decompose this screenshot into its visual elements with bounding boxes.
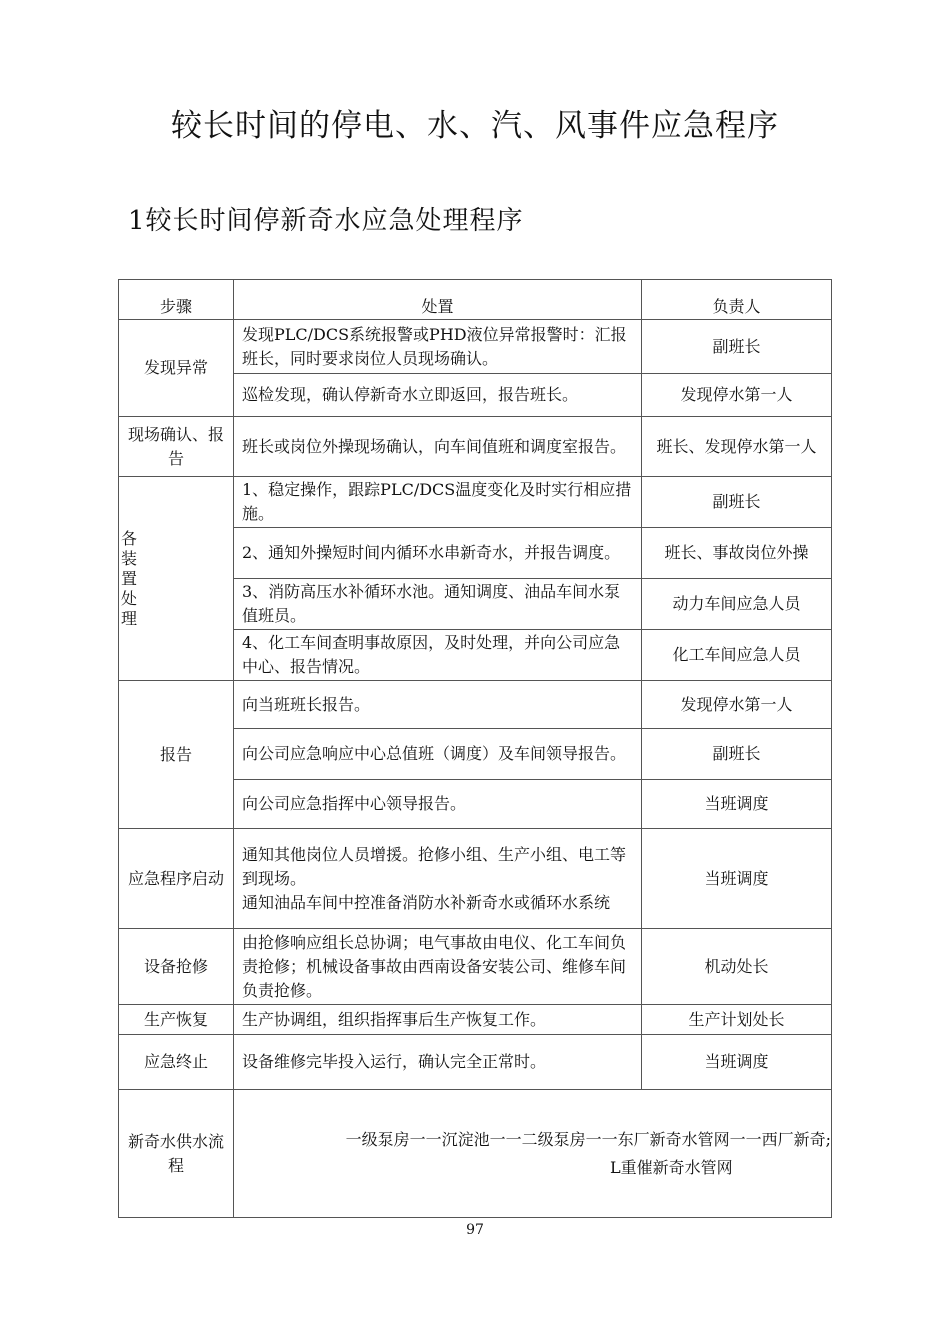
action-cell: 向当班班长报告。 xyxy=(234,681,642,729)
action-cell: 3、消防高压水补循环水池。通知调度、油品车间水泵值班员。 xyxy=(234,579,642,630)
table-row xyxy=(119,320,832,374)
section-heading: 1较长时间停新奇水应急处理程序 xyxy=(128,206,524,236)
owner-cell: 副班长 xyxy=(642,320,832,374)
flow-line: 一级泵房一一沉淀池一一二级泵房一一东厂新奇水管网一一西厂新奇; xyxy=(345,1129,831,1149)
table-row xyxy=(119,681,832,729)
action-line: 通知其他岗位人员增援。抢修小组、生产小组、电工等到现场。 xyxy=(242,844,627,888)
step-cell: 应急程序启动 xyxy=(119,829,234,929)
step-cell: 应急终止 xyxy=(119,1035,234,1090)
owner-cell: 动力车间应急人员 xyxy=(642,579,832,630)
step-cell-vertical xyxy=(119,477,234,681)
header-action: 处置 xyxy=(234,280,642,320)
action-cell: 生产协调组，组织指挥事后生产恢复工作。 xyxy=(234,1005,642,1035)
action-cell: 4、化工车间查明事故原因，及时处理，并向公司应急中心、报告情况。 xyxy=(234,630,642,681)
procedure-table xyxy=(118,279,832,1218)
owner-cell: 生产计划处长 xyxy=(642,1005,832,1035)
table-header-row xyxy=(119,280,832,320)
action-cell: 设备维修完毕投入运行，确认完全正常时。 xyxy=(234,1035,642,1090)
step-cell: 报告 xyxy=(119,681,234,829)
document-title: 较长时间的停电、水、汽、风事件应急程序 xyxy=(171,108,779,144)
step-cell: 设备抢修 xyxy=(119,929,234,1005)
header-owner: 负责人 xyxy=(642,280,832,320)
table-row xyxy=(119,1090,832,1218)
header-step: 步骤 xyxy=(119,280,234,320)
action-cell: 发现PLC/DCS系统报警或PHD液位异常报警时：汇报班长，同时要求岗位人员现场确认。 xyxy=(234,320,642,374)
owner-cell: 当班调度 xyxy=(642,1035,832,1090)
owner-cell: 发现停水第一人 xyxy=(642,681,832,729)
table-row xyxy=(119,929,832,1005)
action-cell: 由抢修响应组长总协调；电气事故由电仪、化工车间负责抢修；机械设备事故由西南设备安装公司、维修车间负责抢修。 xyxy=(234,929,642,1005)
action-cell xyxy=(234,829,642,929)
owner-cell: 副班长 xyxy=(642,477,832,528)
table-row xyxy=(119,829,832,929)
owner-cell: 机动处长 xyxy=(642,929,832,1005)
table-row xyxy=(119,417,832,477)
step-text: 各装置处理 xyxy=(121,528,138,628)
step-cell: 生产恢复 xyxy=(119,1005,234,1035)
owner-cell: 当班调度 xyxy=(642,829,832,929)
flow-line: L重催新奇水管网 xyxy=(610,1157,733,1177)
action-line: 通知油品车间中控准备消防水补新奇水或循环水系统 xyxy=(242,892,611,912)
owner-cell: 副班长 xyxy=(642,729,832,780)
owner-cell: 化工车间应急人员 xyxy=(642,630,832,681)
page-number: 97 xyxy=(466,1222,484,1238)
step-cell: 现场确认、报告 xyxy=(119,417,234,477)
step-cell: 发现异常 xyxy=(119,320,234,417)
owner-cell: 班长、事故岗位外操 xyxy=(642,528,832,579)
action-cell: 巡检发现，确认停新奇水立即返回，报告班长。 xyxy=(234,374,642,417)
action-cell: 向公司应急指挥中心领导报告。 xyxy=(234,780,642,829)
owner-cell: 当班调度 xyxy=(642,780,832,829)
action-cell: 2、通知外操短时间内循环水串新奇水，并报告调度。 xyxy=(234,528,642,579)
action-cell: 向公司应急响应中心总值班（调度）及车间领导报告。 xyxy=(234,729,642,780)
table-row xyxy=(119,1005,832,1035)
table-row xyxy=(119,477,832,528)
owner-cell: 班长、发现停水第一人 xyxy=(642,417,832,477)
action-cell: 1、稳定操作，跟踪PLC/DCS温度变化及时实行相应措施。 xyxy=(234,477,642,528)
action-cell: 班长或岗位外操现场确认，向车间值班和调度室报告。 xyxy=(234,417,642,477)
table-row xyxy=(119,1035,832,1090)
step-cell: 新奇水供水流程 xyxy=(119,1090,234,1218)
owner-cell: 发现停水第一人 xyxy=(642,374,832,417)
flow-cell xyxy=(234,1090,832,1218)
